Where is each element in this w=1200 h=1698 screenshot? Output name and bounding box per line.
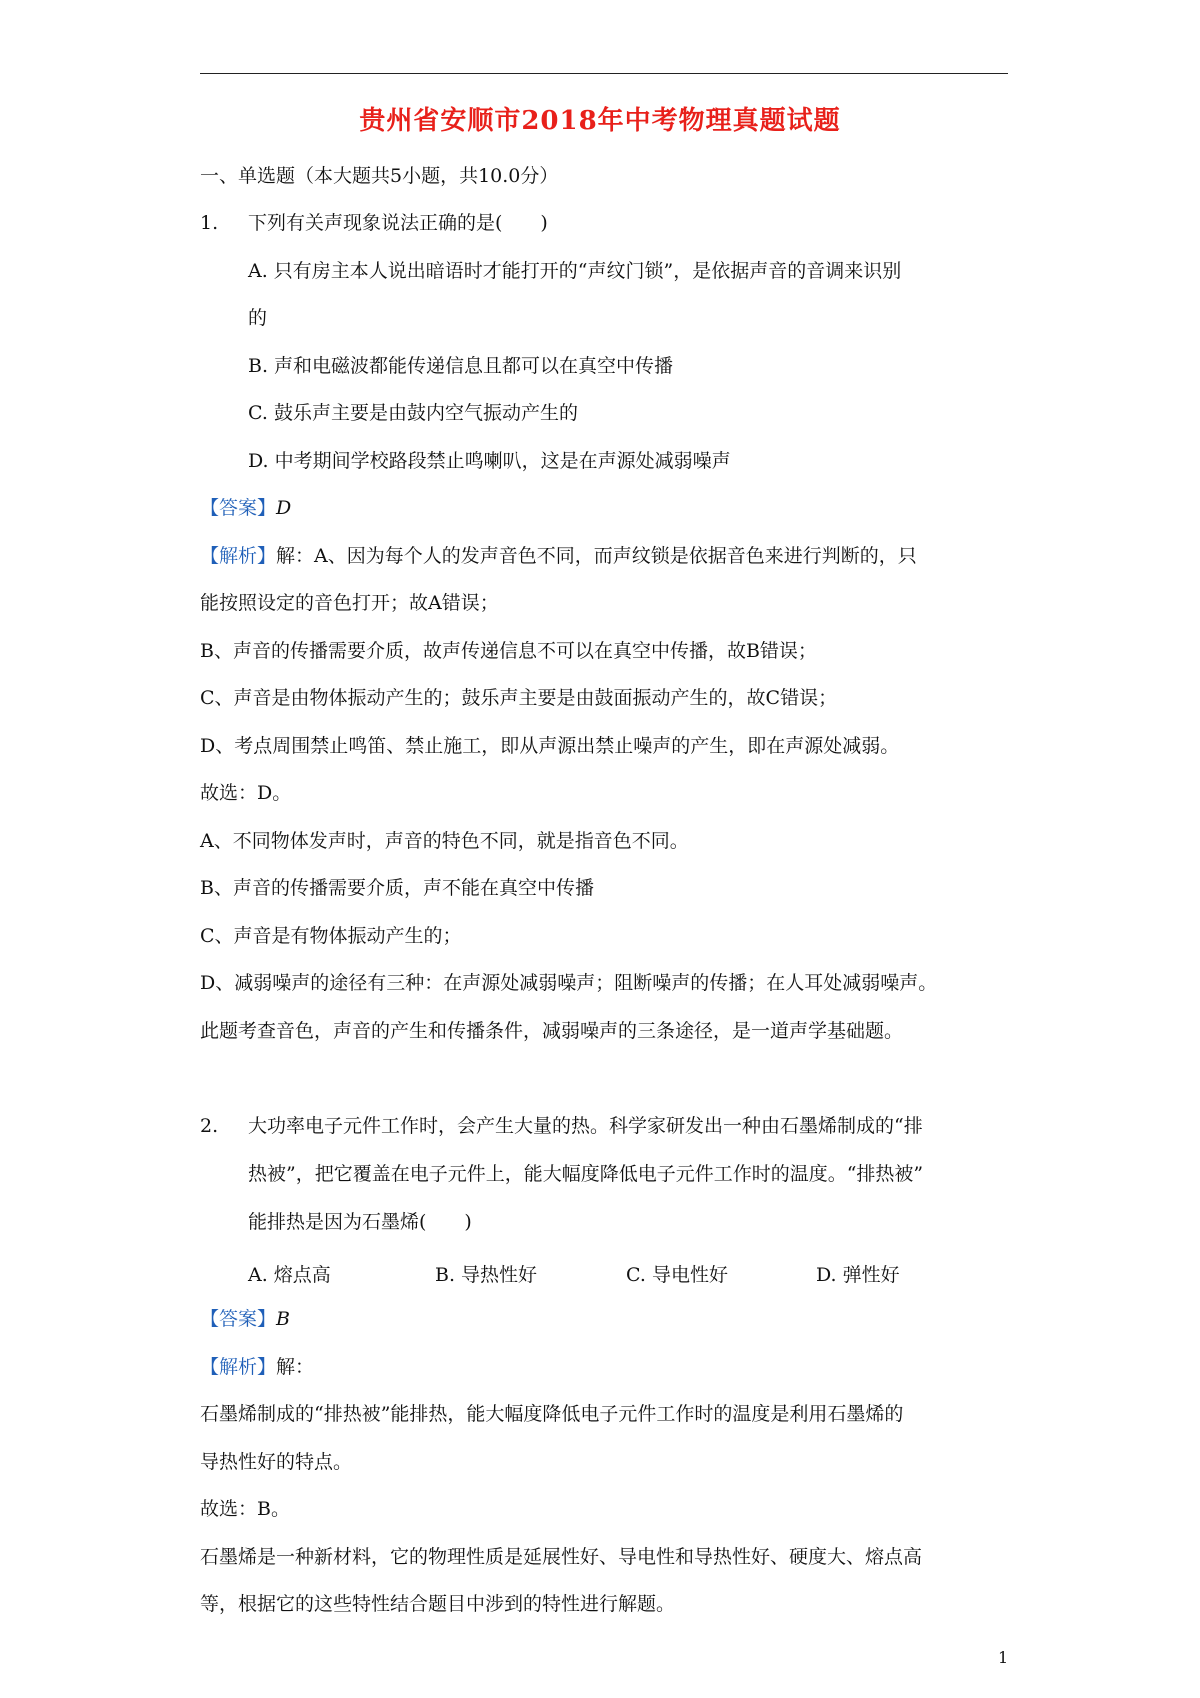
q2-analysis-line: 石墨烯制成的“排热被”能排热，能大幅度降低电子元件工作时的温度是利用石墨烯的 [200,1403,904,1425]
q1-option-d: D. 中考期间学校路段禁止鸣喇叭，这是在声源处减弱噪声 [248,450,731,472]
answer-tag: 【答案】 [200,1308,277,1330]
q2-option-c: C. 导电性好 [626,1264,728,1286]
analysis-text: 解：A、因为每个人的发声音色不同，而声纹锁是依据音色来进行判断的，只 [276,545,917,567]
analysis-tag: 【解析】 [200,1356,277,1378]
analysis-tag: 【解析】 [200,545,277,567]
q1-analysis-line: 此题考查音色，声音的产生和传播条件，减弱噪声的三条途径，是一道声学基础题。 [200,1020,904,1042]
q2-analysis-first [200,1356,314,1379]
q2-options [248,1260,1008,1286]
q2-analysis-line: 石墨烯是一种新材料，它的物理性质是延展性好、导电性和导热性好、硬度大、熔点高 [200,1546,923,1568]
question-2-stem: 大功率电子元件工作时，会产生大量的热。科学家研发出一种由石墨烯制成的“排 [248,1115,923,1137]
answer-value: B [276,1308,290,1330]
header-rule [200,73,1008,74]
q1-option-b: B. 声和电磁波都能传递信息且都可以在真空中传播 [248,355,674,377]
q1-analysis-line: 故选：D。 [200,782,292,804]
section-heading: 一、单选题（本大题共5小题，共10.0分） [200,165,559,187]
q1-analysis-line: C、声音是有物体振动产生的； [200,925,462,947]
q1-analysis-line: D、考点周围禁止鸣笛、禁止施工，即从声源出禁止噪声的产生，即在声源处减弱。 [200,735,900,757]
q1-analysis-first [200,545,917,568]
q1-analysis-line: B、声音的传播需要介质，故声传递信息不可以在真空中传播，故B错误； [200,640,817,662]
q1-option-a: A. 只有房主本人说出暗语时才能打开的“声纹门锁”，是依据声音的音调来识别 [248,260,902,282]
question-2-stem: 能排热是因为石墨烯( ) [248,1211,472,1233]
q1-option-a-cont: 的 [248,307,268,329]
q1-analysis-line: D、减弱噪声的途径有三种：在声源处减弱噪声；阻断噪声的传播；在人耳处减弱噪声。 [200,972,938,994]
q1-answer [200,497,291,520]
question-1-number: 1. [200,212,219,234]
q2-answer [200,1308,290,1331]
answer-tag: 【答案】 [200,497,277,519]
q2-option-a: A. 熔点高 [248,1264,331,1286]
q1-option-c: C. 鼓乐声主要是由鼓内空气振动产生的 [248,402,578,424]
q2-option-b: B. 导热性好 [435,1264,538,1286]
q1-analysis-line: 能按照设定的音色打开；故A错误； [200,592,499,614]
q2-analysis-line: 等，根据它的这些特性结合题目中涉到的特性进行解题。 [200,1593,676,1615]
q1-analysis-line: B、声音的传播需要介质，声不能在真空中传播 [200,877,594,899]
question-2-number: 2. [200,1115,219,1137]
answer-value: D [276,497,292,519]
q2-analysis-line: 导热性好的特点。 [200,1451,353,1473]
q1-analysis-line: A、不同物体发声时，声音的特色不同，就是指音色不同。 [200,830,689,852]
analysis-text: 解： [276,1356,315,1378]
page-number: 1 [998,1648,1009,1667]
q2-option-d: D. 弹性好 [816,1264,900,1286]
q2-analysis-line: 故选：B。 [200,1498,290,1520]
question-1-stem: 下列有关声现象说法正确的是( ) [248,212,548,234]
page-title: 贵州省安顺市2018年中考物理真题试题 [359,106,841,136]
q1-analysis-line: C、声音是由物体振动产生的；鼓乐声主要是由鼓面振动产生的，故C错误； [200,687,838,709]
question-2-stem: 热被”，把它覆盖在电子元件上，能大幅度降低电子元件工作时的温度。“排热被” [248,1163,924,1185]
